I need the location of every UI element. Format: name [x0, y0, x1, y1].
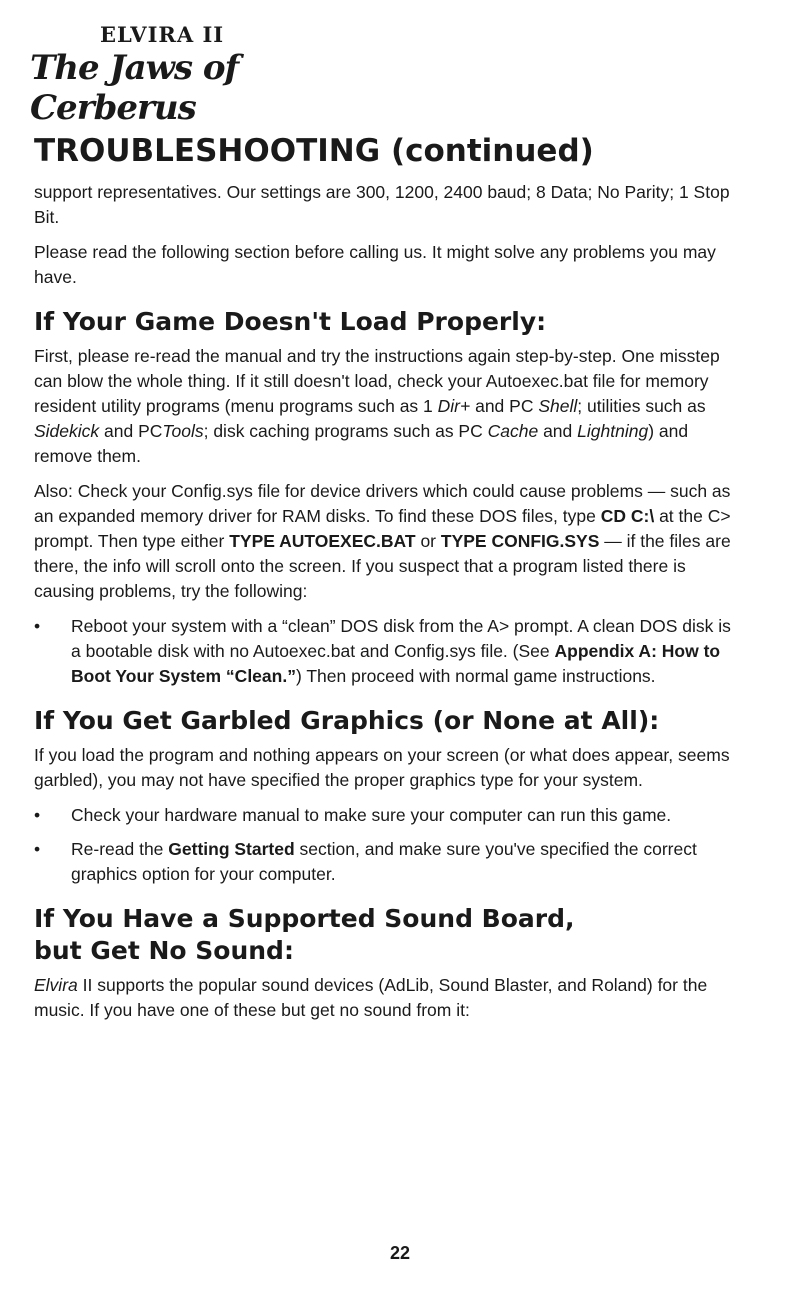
- intro-paragraph-1: support representatives. Our settings are 300, 1200, 2400 baud; 8 Data; No Parity; 1 Stop Bit.: [34, 182, 730, 227]
- section-heading-sound: If You Have a Supported Sound Board, but Get No Sound:: [34, 904, 575, 965]
- list-item: • Check your hardware manual to make sure your computer can run this game.: [34, 803, 734, 828]
- page-content: [34, 180, 734, 1033]
- logo-main-line: The Jaws of Cerberus: [30, 48, 239, 128]
- load-paragraph-2: Also: Check your Config.sys file for device drivers which could cause problems — such as an expanded memory driver for RAM disks. To find these DOS files, type CD C:\ at the C> prompt. Then type either TYPE AUTOEXEC.BAT or TYPE CONFIG.SYS — if the files are there, the info will scroll onto the screen. If you suspect that a program listed there is causing problems, try the following:: [34, 481, 731, 601]
- appendix-reference: Appendix A: How to Boot Your System “Clean.”: [71, 641, 721, 686]
- load-paragraph-1: First, please re-read the manual and try the instructions again step-by-step. One misstep can blow the whole thing. If it still doesn't load, check your Autoexec.bat file for memory resident utility programs (menu programs such as 1 Dir+ and PC Shell; utilities such as Sidekick and PCTools; disk caching programs such as PC Cache and Lightning) and remove them.: [34, 346, 720, 466]
- list-item: • Re-read the Getting Started section, and make sure you've specified the correct graphics option for your computer.: [34, 837, 734, 887]
- command-type-config: TYPE CONFIG.SYS: [440, 531, 600, 551]
- sound-paragraph-1: Elvira II supports the popular sound devices (AdLib, Sound Blaster, and Roland) for the music. If you have one of these but get no sound from it:: [34, 975, 708, 1020]
- game-logo: [30, 22, 330, 128]
- section-heading-load: If Your Game Doesn't Load Properly:: [34, 307, 547, 336]
- page-number: 22: [389, 1243, 411, 1263]
- section-heading-graphics: If You Get Garbled Graphics (or None at All):: [34, 706, 660, 735]
- page-title: TROUBLESHOOTING (continued): [34, 133, 594, 169]
- logo-top-line: ELVIRA II: [100, 22, 225, 47]
- getting-started-reference: Getting Started: [168, 839, 295, 859]
- graphics-paragraph-1: If you load the program and nothing appears on your screen (or what does appear, seems garbled), you may not have specified the proper graphics type for your system.: [34, 745, 730, 790]
- command-cd: CD C:\: [600, 506, 655, 526]
- load-bullet-list: [34, 614, 734, 689]
- list-item: • Reboot your system with a “clean” DOS disk from the A> prompt. A clean DOS disk is a bootable disk with no Autoexec.bat and Config.sys file. (See Appendix A: How to Boot Your System “Clean.”) Then proceed with normal game instructions.: [34, 614, 734, 689]
- intro-paragraph-2: Please read the following section before calling us. It might solve any problems you may have.: [34, 242, 716, 287]
- command-type-autoexec: TYPE AUTOEXEC.BAT: [229, 531, 416, 551]
- graphics-bullet-list: [34, 803, 734, 887]
